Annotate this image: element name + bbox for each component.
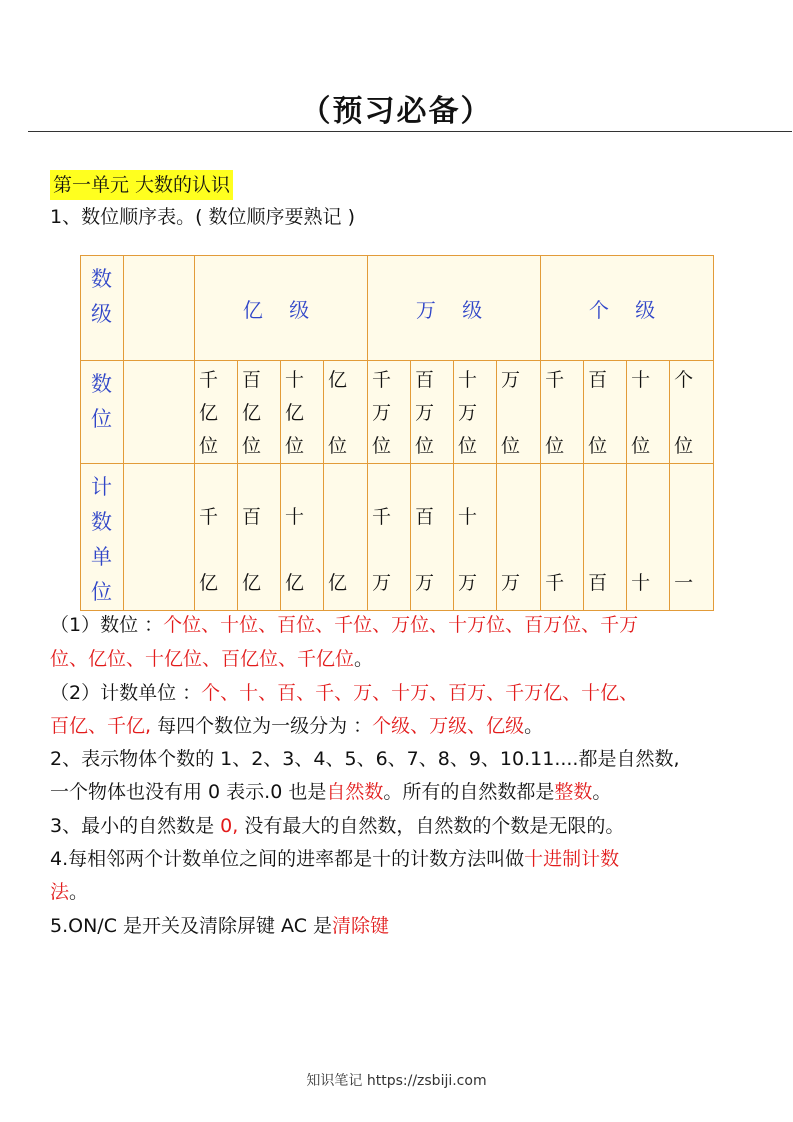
- level-yi: 亿 级: [195, 256, 368, 361]
- note2-line1: （2）计数单位 ：个、十、百、千、万、十万、百万、千万亿、十亿、: [50, 682, 639, 704]
- place-cell: 十 万 位: [454, 361, 497, 464]
- place-cell: 万 位: [497, 361, 541, 464]
- place-cell: 百 万 位: [411, 361, 454, 464]
- item2-line2: 一个物体也没有用 0 表示.0 也是自然数。所有的自然数都是整数。: [50, 781, 612, 803]
- unit-cell: 十 万: [454, 464, 497, 611]
- blank-cell: [124, 361, 195, 464]
- place-cell: 个 位: [670, 361, 714, 464]
- page-title: （预习必备）: [300, 94, 493, 129]
- note2-line2: 百亿、千亿, 每四个数位为一级分为 ：个级、万级、亿级。: [50, 715, 544, 737]
- unit-cell: 十 亿: [281, 464, 324, 611]
- row-label-level: 数 级: [81, 256, 124, 361]
- footer-watermark: 知识笔记 https://zsbiji.com: [306, 1073, 487, 1089]
- place-cell: 十 亿 位: [281, 361, 324, 464]
- place-cell: 千 万 位: [368, 361, 411, 464]
- note1-line1: （1）数位 ：个位、十位、百位、千位、万位、十万位、百万位、千万: [50, 614, 639, 636]
- unit-cell: 百 万: [411, 464, 454, 611]
- note1-line2: 位、亿位、十亿位、百亿位、千亿位。: [50, 648, 374, 670]
- section1-heading: 1、数位顺序表。( 数位顺序要熟记 ): [50, 206, 355, 228]
- unit-cell: 千: [541, 464, 584, 611]
- row-label-unit: 计 数 单 位: [81, 464, 124, 611]
- unit-cell: 千 亿: [195, 464, 238, 611]
- unit-cell: 千 万: [368, 464, 411, 611]
- blank-cell: [124, 256, 195, 361]
- item3-line: 3、最小的自然数是 0, 没有最大的自然数，自然数的个数是无限的。: [50, 815, 625, 837]
- place-cell: 千 亿 位: [195, 361, 238, 464]
- place-cell: 亿 位: [324, 361, 368, 464]
- unit-cell: 十: [627, 464, 670, 611]
- place-cell: 千 位: [541, 361, 584, 464]
- item5-line: 5.ON/C 是开关及清除屏键 AC 是清除键: [50, 915, 390, 937]
- unit-heading: 第一单元 大数的认识: [50, 170, 233, 200]
- place-cell: 百 位: [584, 361, 627, 464]
- place-cell: 十 位: [627, 361, 670, 464]
- level-ge: 个 级: [541, 256, 714, 361]
- unit-cell: 百: [584, 464, 627, 611]
- item4-line2: 法。: [50, 881, 89, 903]
- title-divider: [28, 131, 792, 132]
- place-cell: 百 亿 位: [238, 361, 281, 464]
- unit-cell: 万: [497, 464, 541, 611]
- place-value-table: [80, 255, 714, 611]
- unit-cell: 一: [670, 464, 714, 611]
- item4-line1: 4.每相邻两个计数单位之间的进率都是十的计数方法叫做十进制计数: [50, 848, 620, 870]
- item2-line1: 2、表示物体个数的 1、2、3、4、5、6、7、8、9、10.11....都是自然数,: [50, 748, 680, 770]
- unit-cell: 亿: [324, 464, 368, 611]
- level-wan: 万 级: [368, 256, 541, 361]
- row-label-place: 数 位: [81, 361, 124, 464]
- unit-cell: 百 亿: [238, 464, 281, 611]
- blank-cell: [124, 464, 195, 611]
